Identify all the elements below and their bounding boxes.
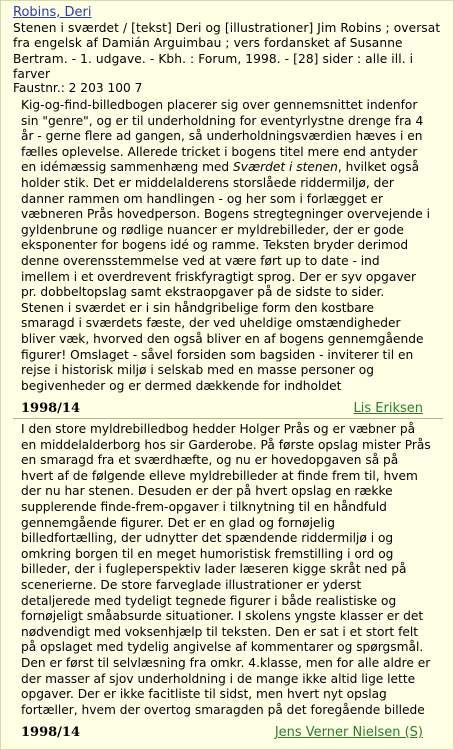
review-text bbox=[21, 98, 431, 394]
bibliographic-description: Stenen i sværdet / [tekst] Deri og [illustrationer] Jim Robins ; oversat fra engelsk af Damián Arguimbau ; vers fordansket af Susanne Bertram. - 1. udgave. - Kbh. : Forum, 1998. - [28] sider : alle ill. i farver bbox=[13, 21, 441, 82]
review-text: I den store myldrebilledbog hedder Holger Prås og er væbner på en middelalderborg hos sir Garderobe. På første opslag mister Prås en smaragd fra et sværdhæfte, og nu er hovedopgaven så på hvert af de følgende elleve myldrebilleder at finde frem til, hvem der nu har stenen. Desuden er der på hvert opslag en række supplerende finde-frem-opgaver i tilknytning til en håndfuld gennemgående figurer. Det er en glad og fornøjelig billedfortælling, der udnytter det spændende riddermiljø i og omkring borgen til en meget humoristisk fremstilling i ord og billeder, der i fugleperspektiv lader læseren kigge skråt ned på scenerierne. De store farveglade illustrationer er yderst detaljerede med tydeligt tegnede figurer i både realistiske og fornøjeligt småabsurde situationer. I skolens yngste klasser er det nødvendigt med voksenhjælp til teksten. Den er sat i et stort felt på opslaget med tydelig angivelse af kommentarer og spørgsmål. Den er først til selvlæsning fra omkr. 4.klasse, men for alle aldre er der masser af sjov underholdning i de mange ikke altid lige lette opgaver. Der er ikke facitliste til sidst, men hvert nyt opslag fortæller, hvem der overtog smaragden på det foregående billede bbox=[21, 422, 431, 717]
review-text-part: Kig-og-find-billedbogen placerer sig over gennemsnittet indenfor sin "genre", og er til underholdning for eventyrlystne drenge fra 4 år - gerne flere ad gangen, så underholdningsværdien hæves i en fælles oplevelse. Allerede tricket i bogens titel mere end antyder en idémæssig sammenhæng med bbox=[21, 98, 424, 175]
review-2 bbox=[21, 422, 431, 718]
divider bbox=[13, 418, 443, 419]
reviewer-link[interactable]: Lis Eriksen bbox=[353, 401, 423, 416]
review-1-footer bbox=[21, 400, 423, 417]
author-link[interactable]: Robins, Deri bbox=[13, 5, 92, 20]
reviewer-link[interactable]: Jens Verner Nielsen (S) bbox=[274, 725, 423, 740]
review-year: 1998/14 bbox=[21, 725, 81, 740]
review-year: 1998/14 bbox=[21, 401, 81, 416]
review-1 bbox=[21, 98, 431, 394]
book-title-reference: Sværdet i stenen bbox=[233, 160, 338, 175]
review-2-footer bbox=[21, 724, 423, 741]
faust-number: Faustnr.: 2 203 100 7 bbox=[13, 81, 143, 95]
review-text-part: , hvilket også holder stik. Det er middelalderens storslåede riddermiljø, der danner rammen om handlingen - og her som i forlægget er væbneren Prås hovedperson. Bogens stregtegninger overvejende i gyldenbrune og rødlige nuancer er myldrebilleder, der er gode eksponenter for bogens idé og ramme. Teksten bryder derimod denne overensstemmelse ved at være ført up to date - ind imellem i et overdrevent friskfyragtigt sprog. Der er syv opgaver pr. dobbeltopslag samt ekstraopgaver på de sidste to sider. Stenen i sværdet er i sin håndgribelige form den kostbare smaragd i sværdets fæste, der ved uheldige omstændigheder bliver væk, hvorved den også bliver en af bogens gennemgående figurer! Omslaget - såvel forsiden som bagsiden - inviterer til en rejse i historisk miljø i selskab med en masse personer og begivenheder og er dermed dækkende for indholdet bbox=[21, 160, 431, 393]
